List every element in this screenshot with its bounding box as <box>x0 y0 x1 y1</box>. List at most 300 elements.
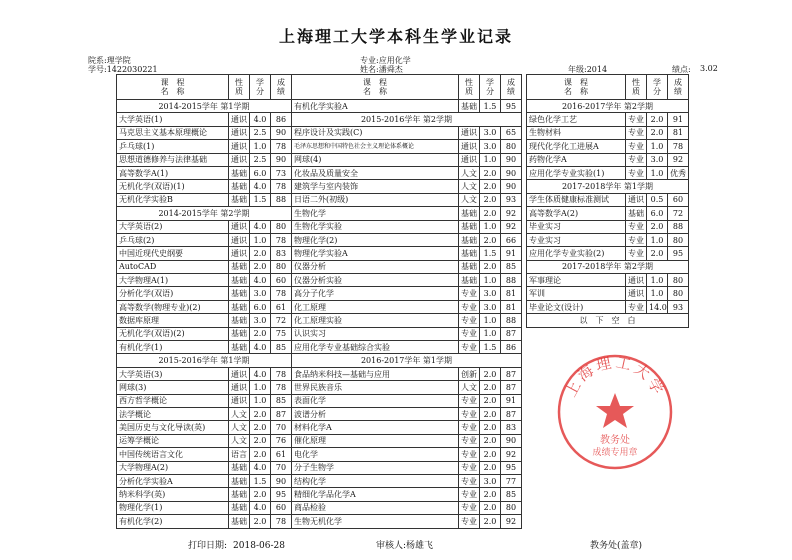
course-credit: 2.0 <box>480 394 501 407</box>
transcript-column-2 <box>291 74 522 529</box>
course-nature: 基础 <box>459 260 480 273</box>
course-credit: 2.0 <box>480 488 501 501</box>
course-name: 仪器分析实验 <box>292 274 459 287</box>
course-name: 应用化学专业基础综合实验 <box>292 341 459 354</box>
course-name: 认识实习 <box>292 327 459 340</box>
course-name: 建筑学与室内装饰 <box>292 180 459 193</box>
course-nature: 基础 <box>626 207 647 220</box>
course-credit: 2.5 <box>250 126 271 139</box>
course-score: 90 <box>271 153 292 166</box>
course-credit: 2.0 <box>480 260 501 273</box>
course-nature: 专业 <box>459 287 480 300</box>
course-credit: 2.0 <box>647 126 668 139</box>
course-score: 92 <box>501 448 522 461</box>
course-score: 95 <box>668 247 689 260</box>
course-name: 生物化学 <box>292 207 459 220</box>
course-name: 无机化学(双语)(1) <box>117 180 229 193</box>
course-credit: 2.0 <box>480 407 501 420</box>
course-nature: 语言 <box>229 448 250 461</box>
course-nature: 基础 <box>229 274 250 287</box>
course-name: 现代化学化工进展A <box>527 140 626 153</box>
course-nature: 人文 <box>459 193 480 206</box>
course-nature: 基础 <box>229 300 250 313</box>
course-credit: 1.0 <box>647 233 668 246</box>
course-nature: 人文 <box>229 407 250 420</box>
course-row <box>117 166 292 179</box>
course-name: 表面化学 <box>292 394 459 407</box>
course-score: 61 <box>271 448 292 461</box>
student-name: 姓名:潘舜杰 <box>360 65 403 74</box>
course-score: 87 <box>271 407 292 420</box>
course-credit: 2.0 <box>480 461 501 474</box>
course-row <box>117 474 292 487</box>
course-name: 大学英语(3) <box>117 367 229 380</box>
course-score: 78 <box>668 140 689 153</box>
transcript-column-3 <box>526 74 689 328</box>
course-credit: 4.0 <box>250 113 271 126</box>
term-header-row <box>527 180 689 193</box>
term-header: 2017-2018学年 第2学期 <box>527 260 689 273</box>
course-credit: 1.5 <box>250 474 271 487</box>
course-score: 60 <box>271 274 292 287</box>
course-credit: 2.0 <box>250 421 271 434</box>
course-credit: 1.0 <box>250 394 271 407</box>
course-row <box>292 193 522 206</box>
course-score: 78 <box>271 140 292 153</box>
course-credit: 1.0 <box>647 274 668 287</box>
header-credit: 学 分 <box>250 75 271 100</box>
course-nature: 基础 <box>229 474 250 487</box>
course-row <box>117 233 292 246</box>
course-score: 80 <box>668 233 689 246</box>
course-score: 88 <box>271 193 292 206</box>
course-row <box>117 180 292 193</box>
course-nature: 通识 <box>229 367 250 380</box>
course-score: 87 <box>501 381 522 394</box>
course-row <box>117 260 292 273</box>
course-nature: 专业 <box>459 300 480 313</box>
course-name: 大学英语(2) <box>117 220 229 233</box>
course-row <box>527 274 689 287</box>
course-name: 生物化学实验 <box>292 220 459 233</box>
course-nature: 专业 <box>459 474 480 487</box>
course-score: 91 <box>668 113 689 126</box>
course-nature: 专业 <box>626 126 647 139</box>
course-row <box>117 327 292 340</box>
course-name: 乒乓球(2) <box>117 233 229 246</box>
course-row <box>292 474 522 487</box>
course-nature: 基础 <box>229 515 250 528</box>
course-row <box>292 448 522 461</box>
course-score: 80 <box>668 287 689 300</box>
course-row <box>117 153 292 166</box>
course-row <box>527 193 689 206</box>
course-credit: 1.0 <box>480 220 501 233</box>
course-credit: 1.0 <box>647 287 668 300</box>
course-credit: 6.0 <box>647 207 668 220</box>
course-score: 60 <box>668 193 689 206</box>
course-score: 83 <box>271 247 292 260</box>
course-nature: 人文 <box>229 434 250 447</box>
course-row <box>527 287 689 300</box>
course-name: 催化原理 <box>292 434 459 447</box>
gpa-value: 3.02 <box>700 64 718 73</box>
course-name: 马克思主义基本原理概论 <box>117 126 229 139</box>
term-header: 2014-2015学年 第1学期 <box>117 100 292 113</box>
print-date-label: 打印日期: <box>188 541 228 551</box>
course-name: 专业实习 <box>527 233 626 246</box>
course-name: 毕业论文(设计) <box>527 300 626 313</box>
course-nature: 通识 <box>229 381 250 394</box>
course-row <box>527 113 689 126</box>
term-header-row <box>117 207 292 220</box>
course-score: 90 <box>271 126 292 139</box>
course-nature: 专业 <box>459 434 480 447</box>
course-credit: 3.0 <box>250 287 271 300</box>
course-score: 80 <box>668 274 689 287</box>
course-score: 60 <box>271 501 292 514</box>
course-row <box>292 207 522 220</box>
course-credit: 2.0 <box>250 247 271 260</box>
course-name: 结构化学 <box>292 474 459 487</box>
course-score: 77 <box>501 474 522 487</box>
course-score: 86 <box>271 113 292 126</box>
course-credit: 4.0 <box>250 180 271 193</box>
term-header: 2016-2017学年 第2学期 <box>527 100 689 113</box>
course-row <box>117 488 292 501</box>
course-name: 程序设计及实践(C) <box>292 126 459 139</box>
term-header: 2015-2016学年 第1学期 <box>117 354 292 367</box>
course-row <box>117 113 292 126</box>
course-nature: 创新 <box>459 367 480 380</box>
course-row <box>527 166 689 179</box>
header-credit: 学 分 <box>647 75 668 100</box>
course-row <box>527 140 689 153</box>
course-nature: 基础 <box>229 314 250 327</box>
course-credit: 1.0 <box>647 140 668 153</box>
course-name: 大学英语(1) <box>117 113 229 126</box>
student-grade: 年级:2014 <box>568 65 608 74</box>
course-credit: 3.0 <box>647 153 668 166</box>
course-row <box>117 421 292 434</box>
course-name: 毕业实习 <box>527 220 626 233</box>
course-nature: 基础 <box>459 233 480 246</box>
course-row <box>292 220 522 233</box>
course-nature: 基础 <box>459 220 480 233</box>
term-header-row <box>117 354 292 367</box>
course-name: 分子生物学 <box>292 461 459 474</box>
course-credit: 2.0 <box>250 407 271 420</box>
course-row <box>117 501 292 514</box>
course-score: 90 <box>501 166 522 179</box>
course-name: 高等数学A(1) <box>117 166 229 179</box>
header-row <box>117 75 292 100</box>
course-row <box>117 367 292 380</box>
course-row <box>292 300 522 313</box>
course-credit: 3.0 <box>480 126 501 139</box>
course-score: 85 <box>501 488 522 501</box>
header-credit: 学 分 <box>480 75 501 100</box>
course-score: 95 <box>271 488 292 501</box>
course-nature: 基础 <box>229 488 250 501</box>
course-credit: 2.0 <box>647 220 668 233</box>
course-credit: 1.0 <box>250 140 271 153</box>
course-score: 78 <box>271 515 292 528</box>
course-name: 仪器分析 <box>292 260 459 273</box>
course-credit: 2.5 <box>250 153 271 166</box>
course-credit: 2.0 <box>647 247 668 260</box>
term-header-row <box>292 354 522 367</box>
course-name: 化妆品及质量安全 <box>292 166 459 179</box>
course-nature: 基础 <box>229 341 250 354</box>
course-name: 运筹学概论 <box>117 434 229 447</box>
student-dept: 院系:理学院 <box>88 56 131 65</box>
course-name: 乒乓球(1) <box>117 140 229 153</box>
course-row <box>292 314 522 327</box>
course-name: 世界民族音乐 <box>292 381 459 394</box>
course-row <box>292 461 522 474</box>
course-name: 军事理论 <box>527 274 626 287</box>
course-nature: 人文 <box>459 166 480 179</box>
course-credit: 3.0 <box>480 287 501 300</box>
course-credit: 4.0 <box>250 367 271 380</box>
course-nature: 通识 <box>229 113 250 126</box>
course-name: 大学物理A(1) <box>117 274 229 287</box>
course-score: 95 <box>501 461 522 474</box>
course-score: 86 <box>501 341 522 354</box>
term-header: 以 下 空 白 <box>527 314 689 327</box>
course-nature: 专业 <box>459 448 480 461</box>
term-header: 2017-2018学年 第1学期 <box>527 180 689 193</box>
header-nature: 性 质 <box>459 75 480 100</box>
course-row <box>117 300 292 313</box>
course-credit: 1.0 <box>480 327 501 340</box>
course-row <box>117 407 292 420</box>
course-credit: 1.0 <box>480 314 501 327</box>
course-credit: 1.5 <box>250 193 271 206</box>
course-score: 88 <box>668 220 689 233</box>
course-nature: 基础 <box>229 193 250 206</box>
transcript-column-1 <box>116 74 292 529</box>
course-nature: 基础 <box>229 501 250 514</box>
course-name: 食品纳米科技—基础与应用 <box>292 367 459 380</box>
course-nature: 通识 <box>459 140 480 153</box>
office-seal-label: 教务处(盖章) <box>590 541 643 551</box>
course-credit: 2.0 <box>480 434 501 447</box>
course-nature: 人文 <box>229 421 250 434</box>
term-header: 2016-2017学年 第1学期 <box>292 354 522 367</box>
page-title: 上海理工大学本科生学业记录 <box>278 27 513 46</box>
course-score: 88 <box>501 274 522 287</box>
course-nature: 人文 <box>459 180 480 193</box>
course-name: 网球(3) <box>117 381 229 394</box>
course-nature: 专业 <box>626 166 647 179</box>
course-score: 66 <box>501 233 522 246</box>
course-credit: 4.0 <box>250 220 271 233</box>
course-credit: 3.0 <box>480 300 501 313</box>
course-credit: 0.5 <box>647 193 668 206</box>
course-nature: 专业 <box>626 300 647 313</box>
course-score: 93 <box>501 193 522 206</box>
course-nature: 基础 <box>229 166 250 179</box>
course-name: 生物无机化学 <box>292 515 459 528</box>
course-credit: 2.0 <box>480 421 501 434</box>
course-row <box>527 126 689 139</box>
course-nature: 专业 <box>459 394 480 407</box>
course-score: 72 <box>668 207 689 220</box>
seal-stamp <box>556 353 674 471</box>
course-row <box>292 407 522 420</box>
course-name: 高分子化学 <box>292 287 459 300</box>
course-score: 78 <box>271 287 292 300</box>
course-score: 75 <box>271 327 292 340</box>
course-name: 应用化学专业实验(2) <box>527 247 626 260</box>
course-nature: 专业 <box>459 407 480 420</box>
course-name: 思想道德修养与法律基础 <box>117 153 229 166</box>
term-header-row <box>527 260 689 273</box>
course-name: 物理化学(1) <box>117 501 229 514</box>
course-row <box>292 274 522 287</box>
course-name: 无机化学(双语)(2) <box>117 327 229 340</box>
course-name: 商品检验 <box>292 501 459 514</box>
course-nature: 专业 <box>626 220 647 233</box>
course-name: 有机化学实验A <box>292 100 459 113</box>
course-row <box>292 180 522 193</box>
course-nature: 专业 <box>459 421 480 434</box>
course-name: 化工原理实验 <box>292 314 459 327</box>
course-row <box>527 233 689 246</box>
course-row <box>292 488 522 501</box>
course-nature: 通识 <box>229 153 250 166</box>
course-score: 80 <box>501 501 522 514</box>
course-score: 80 <box>501 140 522 153</box>
student-major: 专业:应用化学 <box>360 56 411 65</box>
course-credit: 6.0 <box>250 166 271 179</box>
term-header-row <box>117 100 292 113</box>
course-score: 87 <box>501 327 522 340</box>
course-name: 美国历史与文化导读(英) <box>117 421 229 434</box>
course-nature: 专业 <box>626 153 647 166</box>
course-credit: 2.0 <box>480 166 501 179</box>
course-credit: 2.0 <box>480 448 501 461</box>
course-nature: 专业 <box>626 233 647 246</box>
course-name: 生物材料 <box>527 126 626 139</box>
course-name: 波谱分析 <box>292 407 459 420</box>
course-row <box>117 394 292 407</box>
course-credit: 2.0 <box>480 233 501 246</box>
course-score: 61 <box>271 300 292 313</box>
course-nature: 专业 <box>459 327 480 340</box>
course-score: 78 <box>271 367 292 380</box>
course-row <box>117 448 292 461</box>
course-row <box>292 434 522 447</box>
header-nature: 性 质 <box>229 75 250 100</box>
course-nature: 基础 <box>459 247 480 260</box>
course-credit: 2.0 <box>480 367 501 380</box>
course-score: 83 <box>501 421 522 434</box>
course-score: 优秀 <box>668 166 689 179</box>
header-row <box>527 75 689 100</box>
course-row <box>292 153 522 166</box>
course-credit: 2.0 <box>250 488 271 501</box>
course-score: 70 <box>271 421 292 434</box>
course-nature: 通识 <box>229 233 250 246</box>
course-score: 80 <box>271 260 292 273</box>
course-credit: 2.0 <box>480 180 501 193</box>
header-row <box>292 75 522 100</box>
term-header-row <box>292 113 522 126</box>
course-nature: 通识 <box>626 274 647 287</box>
course-name: 数据库原理 <box>117 314 229 327</box>
course-nature: 专业 <box>459 488 480 501</box>
course-row <box>292 381 522 394</box>
course-nature: 通识 <box>626 193 647 206</box>
course-row <box>117 314 292 327</box>
course-nature: 专业 <box>626 140 647 153</box>
course-name: 化工原理 <box>292 300 459 313</box>
course-score: 87 <box>501 367 522 380</box>
course-credit: 1.0 <box>250 233 271 246</box>
course-name: 中国传统语言文化 <box>117 448 229 461</box>
course-credit: 1.0 <box>250 381 271 394</box>
course-nature: 通识 <box>229 126 250 139</box>
course-score: 92 <box>668 153 689 166</box>
course-nature: 人文 <box>459 381 480 394</box>
course-nature: 专业 <box>459 341 480 354</box>
course-name: 大学物理A(2) <box>117 461 229 474</box>
course-name: 日语二外(初级) <box>292 193 459 206</box>
course-row <box>292 100 522 113</box>
gpa-label: 绩点: <box>672 65 691 74</box>
course-credit: 4.0 <box>250 461 271 474</box>
course-credit: 1.0 <box>647 166 668 179</box>
course-row <box>292 394 522 407</box>
course-credit: 6.0 <box>250 300 271 313</box>
course-row <box>117 193 292 206</box>
course-score: 85 <box>271 394 292 407</box>
course-name: 药物化学A <box>527 153 626 166</box>
course-nature: 专业 <box>459 515 480 528</box>
course-score: 78 <box>271 233 292 246</box>
course-credit: 2.0 <box>250 448 271 461</box>
course-row <box>117 247 292 260</box>
course-nature: 基础 <box>229 180 250 193</box>
course-score: 90 <box>271 474 292 487</box>
course-name: 有机化学(2) <box>117 515 229 528</box>
course-nature: 专业 <box>626 113 647 126</box>
course-row <box>527 153 689 166</box>
course-score: 70 <box>271 461 292 474</box>
course-row <box>117 287 292 300</box>
course-row <box>292 140 522 153</box>
course-credit: 1.0 <box>480 274 501 287</box>
course-nature: 通识 <box>229 247 250 260</box>
course-credit: 2.0 <box>480 381 501 394</box>
course-name: 无机化学实验B <box>117 193 229 206</box>
course-score: 91 <box>501 394 522 407</box>
course-credit: 1.0 <box>480 153 501 166</box>
course-credit: 2.0 <box>250 515 271 528</box>
course-nature: 通识 <box>459 153 480 166</box>
course-credit: 2.0 <box>480 193 501 206</box>
course-row <box>292 247 522 260</box>
course-name: 精细化学品化学A <box>292 488 459 501</box>
course-row <box>292 287 522 300</box>
course-credit: 2.0 <box>250 434 271 447</box>
course-name: AutoCAD <box>117 260 229 273</box>
course-name: 西方哲学概论 <box>117 394 229 407</box>
course-row <box>292 367 522 380</box>
